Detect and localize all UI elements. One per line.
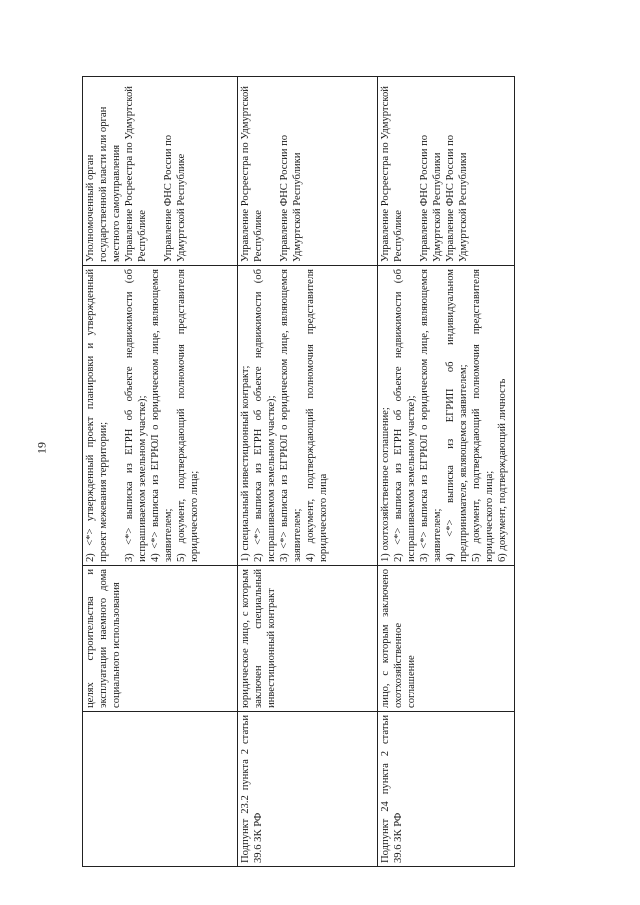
documents-cell bbox=[238, 266, 378, 566]
rotated-table-wrapper bbox=[82, 77, 514, 867]
document-item: 3) <*> выписка из ЕГРН об объекте недвижимости (об испрашиваемом земельном участке); bbox=[124, 269, 148, 562]
subject-cell: лицо, с которым заключено охотхозяйственное соглашение bbox=[378, 566, 515, 712]
basis-cell: Подпункт 24 пункта 2 статьи 39.6 ЗК РФ bbox=[378, 712, 515, 867]
document-item: 4) документ, подтверждающий полномочия представителя юридического лица bbox=[305, 269, 329, 562]
document-item: 3) <*> выписка из ЕГРЮЛ о юридическом лице, являющемся заявителем; bbox=[279, 269, 303, 562]
basis-cell bbox=[83, 712, 238, 867]
document-item: 1) охотхозяйственное соглашение; bbox=[380, 407, 391, 562]
organizations-cell bbox=[238, 77, 378, 266]
organization-item: Управление Росреестра по Удмуртской Республике bbox=[380, 86, 404, 262]
organizations-cell bbox=[378, 77, 515, 266]
documents-table bbox=[82, 76, 515, 867]
organization-item: Управление ФНС России по Удмуртской Республики bbox=[279, 134, 303, 262]
table-row bbox=[378, 77, 515, 867]
page-number: 19 bbox=[34, 442, 49, 454]
table-row bbox=[83, 77, 238, 867]
organization-item: Управление ФНС России по Удмуртской Республике bbox=[163, 134, 187, 262]
organization-item: Уполномоченный орган государственной власти или орган местного самоуправления bbox=[85, 106, 122, 262]
documents-cell bbox=[378, 266, 515, 566]
document-item: 5) документ, подтверждающий полномочия представителя юридического лица; bbox=[176, 269, 200, 562]
basis-cell: Подпункт 23.2 пункта 2 статьи 39.6 ЗК РФ bbox=[238, 712, 378, 867]
document-item: 5) документ, подтверждающий полномочия представителя юридического лица; bbox=[471, 269, 495, 562]
organization-item: Управление Росреестра по Удмуртской Республике bbox=[124, 86, 148, 262]
organization-item: Управление ФНС России по Удмуртской Республики bbox=[419, 134, 443, 262]
organization-item: Управление ФНС России по Удмуртской Республики bbox=[445, 134, 469, 262]
document-item: 1) специальный инвестиционный контракт; bbox=[240, 365, 251, 562]
document-item: 3) <*> выписка из ЕГРЮЛ о юридическом лице, являющемся заявителем; bbox=[419, 269, 443, 562]
organizations-cell bbox=[83, 77, 238, 266]
subject-cell: целях строительства и эксплуатации наемного дома социального использования bbox=[83, 566, 238, 712]
document-item: 4) <*> выписка из ЕГРИП об индивидуальном предпринимателе, являющемся заявителем; bbox=[445, 269, 469, 562]
document-item: 2) <*> утвержденный проект планировки и утвержденный проект межевания территории; bbox=[85, 269, 109, 562]
table-row bbox=[238, 77, 378, 867]
document-item: 2) <*> выписка из ЕГРН об объекте недвижимости (об испрашиваемом земельном участке); bbox=[393, 269, 417, 562]
subject-cell: юридическое лицо, с которым заключен специальный инвестиционный контракт bbox=[238, 566, 378, 712]
document-item: 6) документ, подтверждающий личность bbox=[497, 378, 508, 562]
organization-item: Управление Росреестра по Удмуртской Республике bbox=[240, 86, 264, 262]
document-item: 2) <*> выписка из ЕГРН об объекте недвижимости (об испрашиваемом земельном участке); bbox=[253, 269, 277, 562]
document-item: 4) <*> выписка из ЕГРЮЛ о юридическом лице, являющемся заявителем; bbox=[150, 269, 174, 562]
documents-cell bbox=[83, 266, 238, 566]
